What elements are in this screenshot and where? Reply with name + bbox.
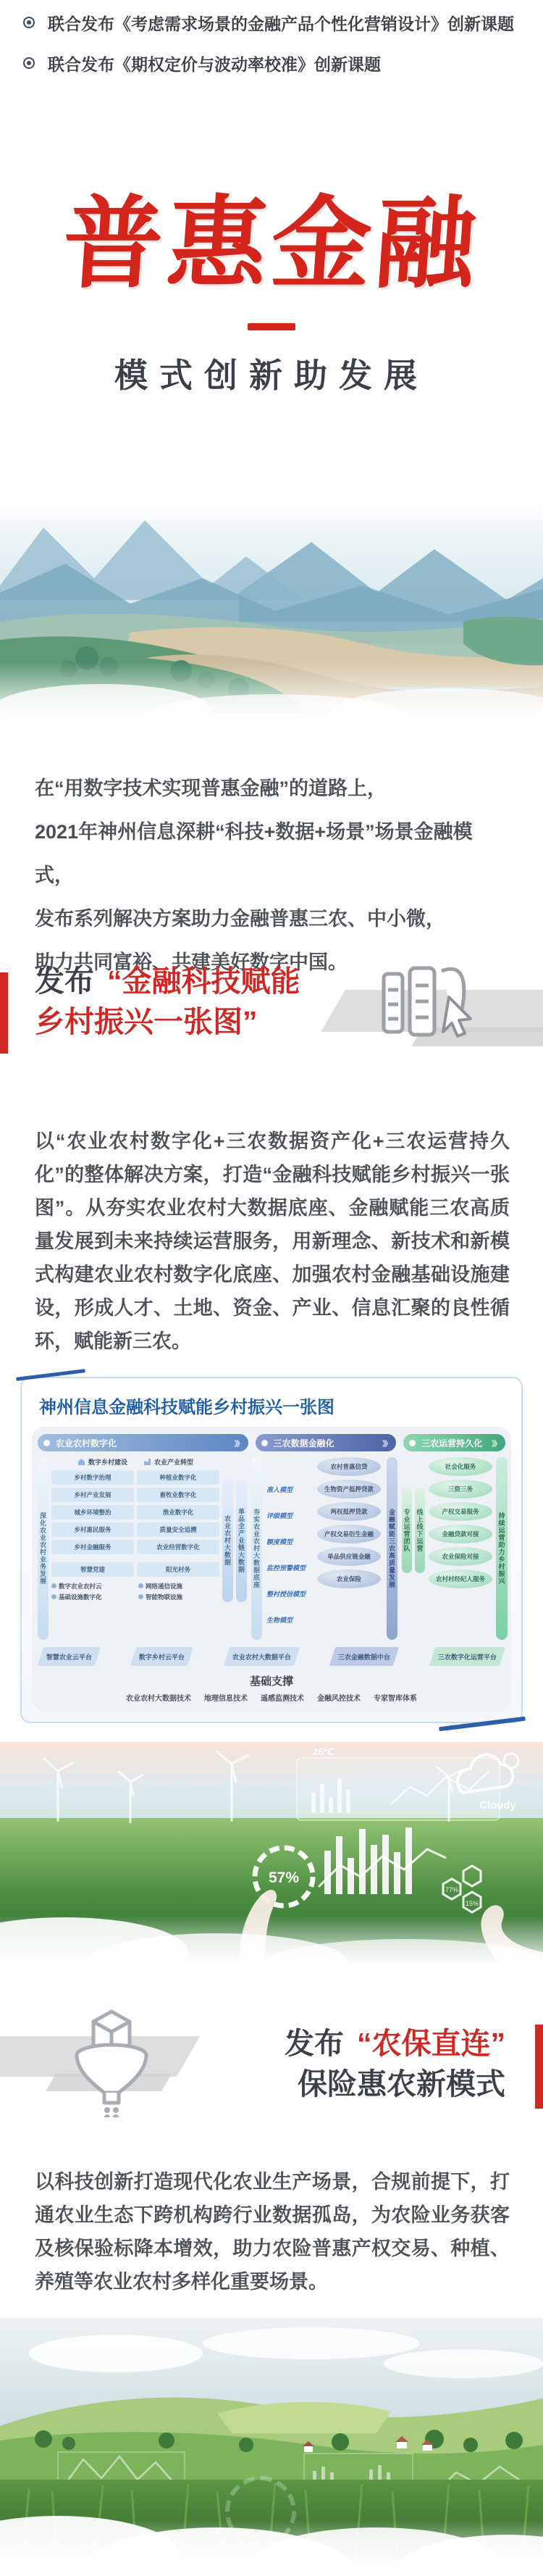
diagram-box: 种植业数字化 (137, 1470, 219, 1485)
platform-chip: 智慧农业云平台 (38, 1647, 101, 1666)
model-item: 准入模型 (266, 1485, 293, 1493)
pill-col2 (256, 1434, 397, 1451)
diagram-box: 畜牧业数字化 (137, 1488, 219, 1502)
pill-label: 农业农村数字化 (56, 1438, 117, 1449)
section-prefix: 发布 (285, 2027, 344, 2060)
gauge-value: 57% (268, 1870, 300, 1886)
pasture-photo-svg (0, 2317, 543, 2572)
finance-bubble: 两权抵押贷款 (317, 1502, 381, 1521)
diagram-box: 乡村产业发展 (51, 1488, 134, 1502)
weather-label: Cloudy (479, 1799, 516, 1812)
river-valley-photo (0, 477, 543, 720)
finance-bubble: 生物资产抵押贷款 (317, 1480, 381, 1499)
col3-vbar: 专业运营团队 (402, 1488, 412, 1573)
section2-header (0, 2004, 543, 2158)
finance-bubble: 农业保险 (317, 1570, 381, 1588)
chevrons-icon: 》》 (234, 1440, 243, 1449)
dot-icon (51, 1583, 56, 1588)
col2-left-arc: 夯实农业农村大数据底座 (251, 1457, 262, 1640)
operation-bubble: 社会化服务 (429, 1457, 492, 1476)
hex-value: 77% (445, 1886, 459, 1893)
col3-vbar: 线上线下运营 (415, 1488, 425, 1573)
label-with-icon (143, 1457, 193, 1467)
bullet-text: 联合发布《考虑需求场景的金融产品个性化营销设计》创新课题 (48, 14, 514, 33)
diagram-pill-headers (38, 1434, 505, 1451)
col2-right-arc: 金融赋能三农高质量发展 (387, 1457, 397, 1640)
infra-item: 数字农业农村云 (51, 1582, 132, 1591)
operation-bubble: 金融贷款对接 (429, 1525, 492, 1543)
diagram-box: 乡村金融服务 (51, 1540, 134, 1554)
section-prefix: 发布 (35, 964, 94, 998)
foundation-items (38, 1692, 505, 1703)
diagram-box: 乡村数字治理 (51, 1470, 134, 1485)
section1-title-line2: 乡村振兴一张图” (35, 1005, 258, 1038)
intro-paragraph (0, 720, 543, 973)
diagram-zone (32, 1427, 511, 1712)
foundation-item: 金融风控技术 (317, 1695, 361, 1703)
foundation-item: 遥感监测技术 (261, 1695, 304, 1703)
page-subtitle: 模式创新助发展 (114, 357, 429, 394)
dot-icon (51, 1594, 56, 1599)
industry-icon (143, 1458, 151, 1466)
village-icon (77, 1458, 85, 1466)
diagram-box: 质量安全追溯 (137, 1522, 219, 1537)
chevrons-icon: 》》 (491, 1440, 500, 1449)
pasture-photo (0, 2317, 543, 2572)
chevrons-icon: 》》 (382, 1440, 391, 1449)
dashboard-overlay (297, 1758, 500, 1820)
intro-line: 发布系列解决方案助力金融普惠三农、中小微， (35, 908, 445, 930)
bullet-icon (23, 57, 35, 69)
hero-section (0, 190, 543, 720)
platform-chip: 三农数字化运营平台 (429, 1647, 505, 1666)
bullet-icon (23, 17, 35, 28)
list-item (22, 52, 523, 77)
pill-col3 (403, 1434, 505, 1451)
infra-item: 智能物联设施 (138, 1593, 219, 1601)
model-item: 整村授信模型 (266, 1590, 306, 1598)
label-with-icon (77, 1457, 127, 1467)
hex-value: 15% (465, 1900, 479, 1907)
col1-vbar: 农业农村大数据 (222, 1479, 233, 1602)
foundation-item: 农业农村大数据技术 (126, 1695, 191, 1703)
platform-chip: 农业农村大数据平台 (224, 1647, 300, 1666)
dot-icon (409, 1440, 416, 1446)
model-item: 监控预警模型 (266, 1564, 306, 1572)
diagram-box: 智慧党建 (51, 1562, 134, 1577)
diagram-box: 渔业数字化 (137, 1505, 219, 1520)
smart-agriculture-photo (0, 1742, 543, 1964)
section2-title-red: “农保直连” (357, 2027, 505, 2060)
dot-icon (138, 1583, 143, 1588)
bullet-text: 联合发布《期权定价与波动率校准》创新课题 (48, 55, 381, 74)
red-accent-bar (0, 972, 8, 1054)
section2-title (0, 2004, 543, 2104)
corner-accent (16, 1369, 85, 1381)
col1-left-arc: 深化农业农村业务发展 (38, 1457, 49, 1640)
intro-line: 2021年神州信息深耕“科技+数据+场景”场景金融模式， (35, 821, 473, 886)
diagram-box: 城乡环境整治 (51, 1505, 134, 1520)
col1-vbar: 单品全产业链大数据 (236, 1479, 247, 1602)
infra-item: 基础设施数字化 (51, 1593, 132, 1601)
section1-header (0, 961, 543, 1125)
platform-row (41, 1647, 502, 1666)
pill-col1 (38, 1434, 248, 1451)
finance-bubble: 单品供应链金融 (317, 1547, 381, 1566)
diagram-col1 (38, 1457, 247, 1640)
foundation-item: 地理信息技术 (204, 1695, 248, 1703)
operation-bubble: 三资三务 (429, 1480, 492, 1499)
grid-gap (51, 1557, 219, 1559)
operation-bubble: 农业保险对接 (429, 1547, 492, 1566)
intro-line: 在“用数字技术实现普惠金融”的道路上， (35, 778, 387, 799)
icon-label: 数字乡村建设 (88, 1459, 127, 1466)
page-title: 普惠金融 (59, 188, 484, 300)
platform-chip: 三农金融数据中台 (329, 1647, 399, 1666)
section1-title-line1: “金融科技赋能 (107, 964, 300, 998)
pill-label: 三农运营持久化 (421, 1438, 483, 1449)
top-bullet-list (0, 0, 543, 114)
diagram-col3 (402, 1457, 508, 1640)
foundation-item: 专家智库体系 (374, 1695, 417, 1703)
finance-bubble: 农村普惠信贷 (317, 1457, 381, 1476)
operation-bubble: 农村村经纪人服务 (429, 1570, 492, 1588)
diagram-box: 乡村惠民服务 (51, 1522, 134, 1537)
field-tech-photo (0, 1742, 543, 1964)
diagram-box: 农业经营数字化 (137, 1540, 219, 1554)
diagram-box: 阳光村务 (137, 1562, 219, 1577)
finance-bubble: 产权交易衍生金融 (317, 1525, 381, 1543)
rural-revitalization-diagram-card (20, 1377, 523, 1723)
model-item: 生物模型 (266, 1616, 293, 1624)
corner-accent (439, 1717, 526, 1732)
section2-body: 以科技创新打造现代化农业生产场景，合规前提下，打通农业生态下跨机构跨行业数据孤岛，为农险业务获客及核保验标降本增效，助力农险普惠产权交易、种植、养殖等农业农村多样化重要场景。 (35, 2171, 510, 2293)
dot-icon (138, 1594, 143, 1599)
col3-right-arc: 持续运营助力乡村振兴 (496, 1457, 508, 1640)
pill-label: 三农数据金融化 (273, 1438, 334, 1449)
infra-item: 网络通信设施 (138, 1582, 219, 1591)
section1-body: 以“农业农村数字化+三农数据资产化+三农运营持久化”的整体解决方案，打造“金融科技赋能乡村振兴一张图”。从夯实农业农村大数据底座、金融赋能三农高质量发展到未来持续运营服务，用新理念、新技术和新模式构建农业农村数字化底座、加强农村金融基础设施建设，形成人才、土地、资金、产业、信息汇聚的良性循环，赋能新三农。 (35, 1130, 510, 1352)
list-item (22, 12, 523, 36)
dot-icon (261, 1440, 268, 1446)
operation-bubble: 产权交易服务 (429, 1502, 492, 1521)
foundation-title: 基础支撑 (249, 1675, 293, 1688)
icon-label: 农业产业转型 (154, 1459, 194, 1466)
model-item: 评级模型 (266, 1512, 293, 1520)
platform-chip: 数字乡村云平台 (130, 1647, 193, 1666)
diagram-col2 (251, 1457, 397, 1640)
intro-line: 助力共同富裕、共建美好数字中国。 (35, 951, 348, 973)
model-item: 额度模型 (266, 1538, 293, 1546)
title-divider (248, 323, 295, 330)
section1-title (35, 961, 543, 1042)
diagram-title: 神州信息金融科技赋能乡村振兴一张图 (39, 1398, 334, 1417)
section2-title-line2: 保险惠农新模式 (298, 2067, 505, 2101)
temperature-label: 25℃ (313, 1746, 335, 1757)
dot-icon (43, 1440, 50, 1446)
